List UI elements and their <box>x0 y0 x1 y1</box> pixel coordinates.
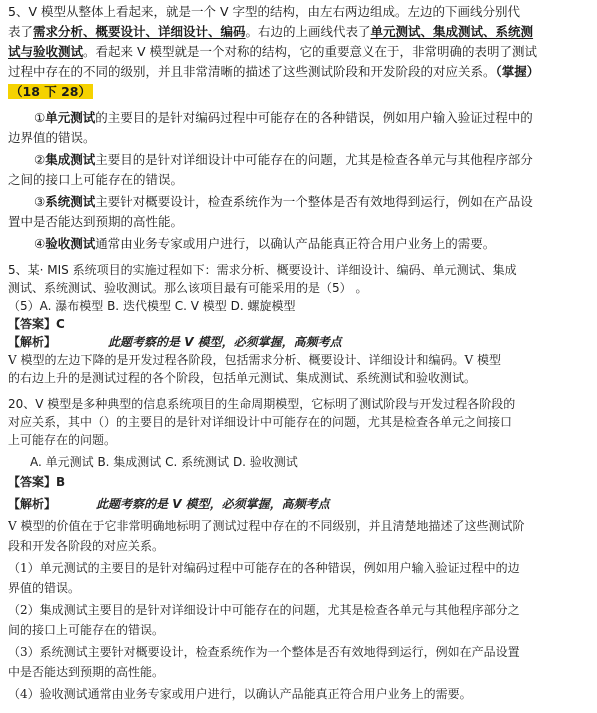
point-3-line-1: ③系统测试主要针对概要设计，检查系统作为一个整体是否有效地得到运行，例如在产品设 <box>34 194 533 209</box>
exam-badge: （18 下 28） <box>10 84 91 99</box>
q2-point-4: （4）验收测试通常由业务专家或用户进行，以确认产品能真正符合用户业务上的需要。 <box>8 687 472 701</box>
q2-point-3-line-1: （3）系统测试主要针对概要设计，检查系统作为一个整体是否有效地得到运行，例如在产品设置 <box>8 645 520 659</box>
intro-line-3 <box>8 44 593 60</box>
q2-answer: 【答案】B <box>8 475 66 489</box>
q2-point-2-line-2: 间的接口上可能存在的错误。 <box>8 623 165 637</box>
q2-line-3: 上可能存在的问题。 <box>8 433 117 447</box>
q1-analysis-heading: 【解析】 此题考察的是 V 模型，必须掌握，高频考点 <box>8 335 342 349</box>
point-1-line-1: ①单元测试的主要目的是针对编码过程中可能存在的各种错误，例如用户输入验证过程中的 <box>34 110 533 125</box>
q1-analysis-note: 此题考察的是 V 模型，必须掌握，高频考点 <box>108 335 342 349</box>
q2-analysis-heading: 【解析】 此题考察的是 V 模型，必须掌握，高频考点 <box>8 497 330 511</box>
q2-line-1: 20、V 模型是多种典型的信息系统项目的生命周期模型，它标明了测试阶段与开发过程各阶段的 <box>8 397 516 411</box>
q1-line-2: 测试、系统测试、验收测试。那么该项目最有可能采用的是（5） 。 <box>8 281 368 295</box>
intro-line-4 <box>8 64 593 80</box>
q1-answer: 【答案】C <box>8 317 65 331</box>
intro-text: 过程中存在的不同的级别，并且非常清晰的描述了这些测试阶段和开发阶段的对应关系。 <box>8 64 496 79</box>
q2-analysis-line-1: V 模型的价值在于它非常明确地标明了测试过程中存在的不同级别，并且清楚地描述了这些测试阶 <box>8 519 525 533</box>
intro-text: 5、V 模型从整体上看起来，就是一个 V 字型的结构，由左右两边组成。左边的下画线分别代 <box>8 4 520 19</box>
intro-line-5 <box>8 84 593 100</box>
point-term: 系统测试 <box>45 194 96 209</box>
q2-point-2-line-1: （2）集成测试主要目的是针对详细设计中可能存在的问题，尤其是检查各单元与其他程序部分之 <box>8 603 520 617</box>
point-3-line-2: 置中是否能达到预期的高性能。 <box>8 214 184 229</box>
q2-analysis-note: 此题考察的是 V 模型，必须掌握，高频考点 <box>96 497 330 511</box>
intro-text: 。看起来 V 模型就是一个对称的结构，它的重要意义在于，非常明确的表明了测试 <box>83 44 538 59</box>
q2-point-1-line-1: （1）单元测试的主要目的是针对编码过程中可能存在的各种错误，例如用户输入验证过程中的边 <box>8 561 520 575</box>
q2-line-2: 对应关系，其中（）的主要目的是针对详细设计中可能存在的问题，尤其是检查各单元之间接口 <box>8 415 513 429</box>
q2-analysis-line-2: 段和开发各阶段的对应关系。 <box>8 539 165 553</box>
dev-phases-underlined: 需求分析、概要设计、详细设计、编码 <box>33 24 246 39</box>
q1-line-1: 5、某· MIS 系统项目的实施过程如下：需求分析、概要设计、详细设计、编码、单元测试、集成 <box>8 263 517 277</box>
q2-options: A. 单元测试 B. 集成测试 C. 系统测试 D. 验收测试 <box>30 455 298 469</box>
q2-point-1-line-2: 界值的错误。 <box>8 581 81 595</box>
q2-point-3-line-2: 中是否能达到预期的高性能。 <box>8 665 165 679</box>
q2-answer-value: B <box>56 475 66 489</box>
intro-line-1 <box>8 4 593 20</box>
q1-analysis-line-2: 的右边上升的是测试过程的各个阶段，包括单元测试、集成测试、系统测试和验收测试。 <box>8 371 477 385</box>
point-1-line-2: 边界值的错误。 <box>8 130 96 145</box>
master-tag: （掌握） <box>495 64 540 79</box>
point-term: 单元测试 <box>45 110 96 125</box>
point-term: 验收测试 <box>45 236 96 251</box>
q1-analysis-line-1: V 模型的左边下降的是开发过程各阶段，包括需求分析、概要设计、详细设计和编码。V 模型 <box>8 353 501 367</box>
intro-text: 表了 <box>8 24 34 39</box>
q1-options: （5）A. 瀑布模型 B. 迭代模型 C. V 模型 D. 螺旋模型 <box>8 299 296 313</box>
point-2-line-2: 之间的接口上可能存在的错误。 <box>8 172 184 187</box>
test-phases-underlined-cont: 试与验收测试 <box>8 44 84 59</box>
point-4-line-1: ④验收测试通常由业务专家或用户进行，以确认产品能真正符合用户业务上的需要。 <box>34 236 496 251</box>
intro-text: 。右边的上画线代表了 <box>245 24 371 39</box>
point-2-line-1: ②集成测试主要目的是针对详细设计中可能存在的问题，尤其是检查各单元与其他程序部分 <box>34 152 533 167</box>
point-term: 集成测试 <box>45 152 96 167</box>
test-phases-underlined: 单元测试、集成测试、系统测 <box>370 24 534 39</box>
q1-answer-value: C <box>56 317 65 331</box>
intro-line-2 <box>8 24 593 40</box>
